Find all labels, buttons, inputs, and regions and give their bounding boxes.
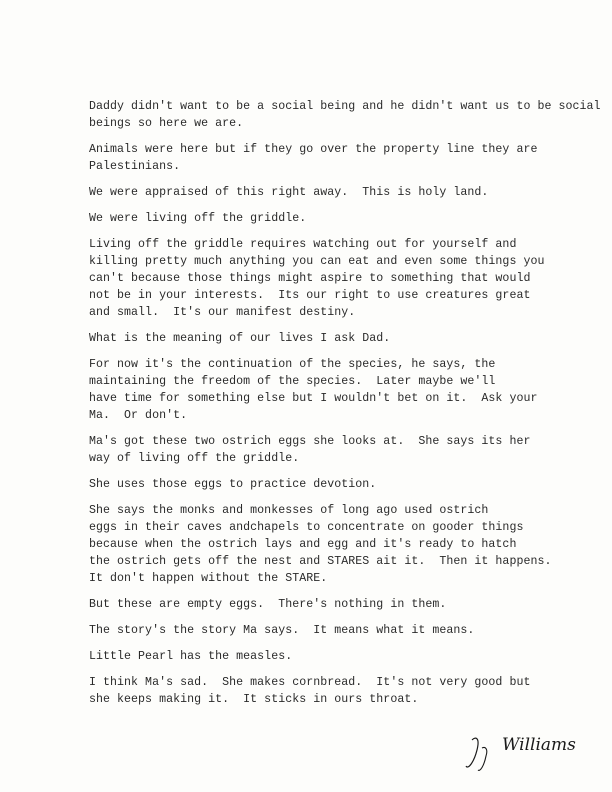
paragraph-ostrich-eggs: Ma's got these two ostrich eggs she looks at. She says its her way of living off the griddle. (89, 435, 531, 465)
paragraph-living-off-griddle: Living off the griddle requires watching out for yourself and killing pretty much anything you can eat and even some things you can't because those things might aspire to something that would not be in your interests. Its our right to use creatures great and small. It's our manifest destiny. (89, 238, 545, 319)
paragraph-empty-eggs: But these are empty eggs. There's nothing in them. (89, 598, 447, 611)
paragraph-holy-land: We were appraised of this right away. This is holy land. (89, 186, 489, 199)
paragraph-cornbread: I think Ma's sad. She makes cornbread. It's not very good but she keeps making it. It sticks in ours throat. (89, 676, 531, 706)
paragraph-devotion: She uses those eggs to practice devotion. (89, 478, 377, 491)
signature-text: Williams (502, 735, 576, 755)
paragraph-animals: Animals were here but if they go over the property line they are Palestinians. (89, 143, 538, 173)
paragraph-measles: Little Pearl has the measles. (89, 650, 293, 663)
paragraph-monks: She says the monks and monkesses of long ago used ostrich eggs in their caves andchapels to concentrate on gooder things because when the ostrich lays and egg and it's ready to hatch the ostrich gets off the nest and STARES ait it. Then it happens. It don't happen without the STARE. (89, 504, 552, 585)
paragraph-meaning: What is the meaning of our lives I ask Dad. (89, 332, 391, 345)
typed-text-body (89, 98, 609, 717)
paragraph-social-being: Daddy didn't want to be a social being and he didn't want us to be social beings so here we are. (89, 100, 601, 130)
handwritten-signature (462, 726, 582, 776)
paragraph-species: For now it's the continuation of the species, he says, the maintaining the freedom of the species. Later maybe we'll have time for something else but I wouldn't bet on it. Ask your Ma. Or don't. (89, 358, 538, 422)
paragraph-story: The story's the story Ma says. It means what it means. (89, 624, 475, 637)
paragraph-griddle: We were living off the griddle. (89, 212, 307, 225)
